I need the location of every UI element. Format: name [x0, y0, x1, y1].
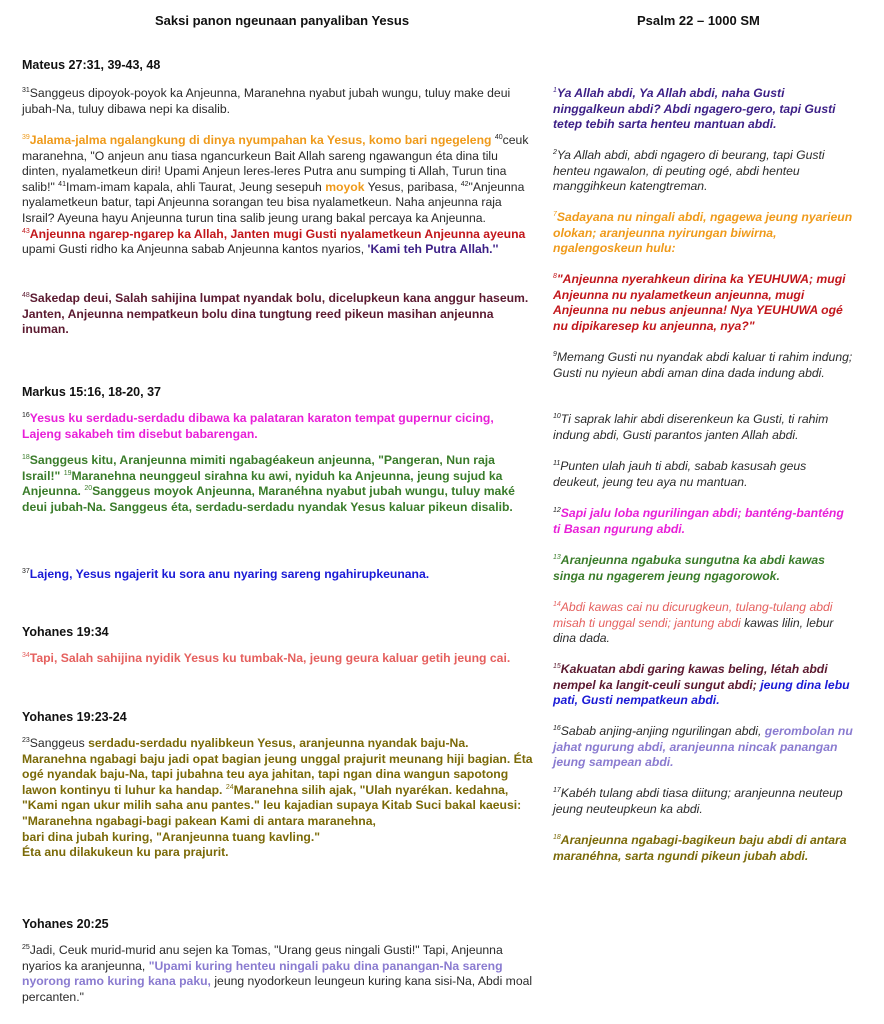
verse-text: upami Gusti ridho ka Anjeunna sabab Anjeunna kantos nyarios, — [22, 242, 365, 257]
psalm-12 — [553, 506, 853, 537]
verse-text: Jadi, Ceuk murid-murid anu sejen ka Tomas, "Urang geus ningali Gusti!" Tapi, Anjeunna nyarios ka aranjeunna, — [22, 943, 503, 973]
verse-text: jeung nyodorkeun leungeun kuring kana sisi-Na, Abdi moal percanten." — [22, 974, 533, 1004]
yohanes-20-25 — [22, 943, 534, 1005]
verse-text: Sanggeus moyok Anjeunna, Maranéhna nyabut jubah wungu, tuluy maké deui jubah-Na. Sanggeus éta, serdadu-serdadu nyandak Yesus kaluar pikeun disalib. — [22, 484, 515, 514]
psalm-16 — [553, 724, 853, 771]
verse-number: 13 — [553, 553, 561, 561]
ref-yohanes-19-23-24: Yohanes 19:23-24 — [22, 710, 127, 724]
verse-number: 14 — [553, 600, 561, 608]
verse-number: 16 — [22, 411, 30, 419]
verse-number: 41 — [58, 180, 66, 188]
psalm-10 — [553, 412, 853, 443]
yohanes-23-24 — [22, 736, 534, 861]
markus-16 — [22, 411, 534, 442]
verse-text: Sadayana nu ningali abdi, ngagewa jeung nyarieun olokan; aranjeunna nyirungan biwirna, ngalengoskeun hulu: — [553, 210, 853, 256]
verse-text: Anjeunna ngarep-ngarep ka Allah, Janten mugi Gusti nyalametkeun Anjeunna ayeuna — [29, 226, 526, 241]
verse-number: 39 — [22, 133, 30, 141]
verse-text: kawas lilin, lebur dina dada. — [553, 615, 834, 646]
verse-text: Sanggeus — [29, 736, 85, 750]
verse-text: Punten ulah jauh ti abdi, sabab kasusah geus deukeut, jeung teu aya nu mantuan. — [553, 459, 807, 489]
ref-markus: Markus 15:16, 18-20, 37 — [22, 385, 161, 399]
verse-number: 34 — [22, 651, 30, 659]
verse-text: Maranehna neunggeul sirahna ku awi, nyiduh ka Anjeunna, jeung sujud ka Anjeunna. — [22, 468, 503, 499]
verse-number: 43 — [22, 227, 30, 235]
psalm-2 — [553, 148, 853, 195]
psalm-11 — [553, 459, 853, 490]
verse-text: Jalama-jalma ngalangkung di dinya nyumpahan ka Yesus, komo bari ngegeleng — [29, 133, 492, 147]
quote-line: "Maranehna ngabagi-bagi pakean Kami di antara maranehna, — [22, 813, 376, 828]
verse-number: 9 — [553, 350, 557, 358]
verse-text: jeung dina lebu pati, Gusti nempatkeun abdi. — [553, 677, 850, 708]
verse-text: 'Kami teh Putra Allah.'' — [367, 242, 499, 257]
verse-number: 1 — [553, 86, 557, 94]
psalm-1 — [553, 86, 853, 133]
ref-mateus: Mateus 27:31, 39-43, 48 — [22, 58, 161, 72]
verse-text: Lajeng, Yesus ngajerit ku sora anu nyaring sareng ngahirupkeunana. — [29, 567, 430, 581]
verse-text: "Anjeunna nyalametkeun batur, tapi Anjeunna sorangan teu bisa nyalametkeun. Naha anjeunna raja Israil? Ayeuna hayu Anjeunna turun tina salib jeung urang bakal percaya ka Anjeunna. — [22, 179, 525, 225]
psalm-15 — [553, 662, 853, 709]
verse-number: 16 — [553, 724, 561, 732]
verse-number: 24 — [225, 783, 234, 791]
yohanes-34 — [22, 651, 534, 667]
verse-number: 31 — [22, 86, 30, 94]
quote-line: Éta anu dilakukeun ku para prajurit. — [22, 845, 229, 860]
verse-number: 20 — [84, 485, 93, 493]
verse-number: 25 — [22, 943, 30, 951]
verse-number: 11 — [553, 459, 561, 467]
verse-text: moyok — [325, 179, 365, 194]
markus-37 — [22, 567, 534, 583]
verse-text: Sanggeus dipoyok-poyok ka Anjeunna, Maranehna nyabut jubah wungu, tuluy make deui jubah-Na, tuluy dibawa nepi ka disalib. — [22, 86, 511, 116]
verse-number: 48 — [22, 291, 30, 299]
verse-text: "Anjeunna nyerahkeun dirina ka YEUHUWA; mugi Anjeunna nu nyalametkeun anjeunna, mugi Anjeunna nu nebus anjeunna! Nya YEUHUWA ogé nu dipikaresep ku anjeunna, nya?" — [553, 272, 846, 333]
verse-text: Imam-imam kapala, ahli Taurat, Jeung sesepuh — [65, 179, 322, 194]
verse-text: Kakuatan abdi garing kawas beling, létah abdi nempel ka langit-ceuli sungut abdi; — [553, 662, 828, 692]
verse-number: 15 — [553, 662, 561, 670]
mateus-31 — [22, 86, 534, 117]
psalm-17 — [553, 786, 853, 817]
verse-text: Sabab anjing-anjing ngurilingan abdi, — [560, 724, 762, 738]
verse-text: "Upami kuring henteu ningali paku dina panangan-Na sareng nyorong ramo kuring kana paku, — [22, 958, 503, 989]
verse-text: Yesus ku serdadu-serdadu dibawa ka palataran karaton tempat gupernur cicing, Lajeng sakabeh tim disebut babarengan. — [22, 411, 494, 441]
markus-18-20 — [22, 453, 534, 515]
ref-yohanes-19-34: Yohanes 19:34 — [22, 625, 109, 639]
verse-number: 23 — [22, 736, 30, 744]
verse-text: Yesus, paribasa, — [367, 179, 458, 194]
mateus-39-43 — [22, 133, 534, 258]
verse-number: 12 — [553, 506, 561, 514]
verse-text: Aranjeunna ngabuka sungutna ka abdi kawas singa nu ngagerem jeung ngagorowok. — [553, 553, 825, 583]
psalm-14 — [553, 600, 853, 647]
right-column-title: Psalm 22 – 1000 SM — [637, 13, 760, 28]
verse-text: Aranjeunna ngabagi-bagikeun baju abdi di antara maranéhna, sarta ngundi pikeun jubah abdi. — [553, 833, 847, 863]
left-column-title: Saksi panon ngeunaan panyaliban Yesus — [155, 13, 410, 28]
verse-number: 2 — [553, 148, 557, 156]
verse-text: Tapi, Salah sahijina nyidik Yesus ku tumbak-Na, jeung geura kaluar getih jeung cai. — [29, 651, 511, 665]
verse-number: 18 — [553, 833, 561, 841]
verse-text: Abdi kawas cai nu dicurugkeun, tulang-tulang abdi misah ti unggal sendi; jantung abdi — [553, 600, 833, 630]
verse-text: serdadu-serdadu nyalibkeun Yesus, aranjeunna nyandak baju-Na. Maranehna ngabagi baju jadi opat bagian jeung unggal prajurit meunang hiji bagian. Éta ogé nyandak baju-Na, tapi jubahna teu aya jahitan, tapi ngan dina wangun sapotong lawon kontinyu ti luhur ka handap. — [22, 736, 533, 797]
verse-number: 8 — [553, 272, 557, 280]
verse-text: ceuk maranehna, "O anjeun anu tiasa ngancurkeun Bait Allah sareng ngawangun éta dina tilu dinten, nyalametkeun diri! Upami Anjeun leres-leres Putra anu sumping ti Allah, Turun tina salib!" — [22, 133, 529, 194]
verse-text: Ya Allah abdi, Ya Allah abdi, naha Gusti ninggalkeun abdi? Abdi ngagero-gero, tapi Gusti tetep tebih sarta henteu mantuan abdi. — [553, 86, 836, 132]
verse-number: 17 — [553, 786, 561, 794]
verse-number: 42 — [460, 180, 469, 188]
verse-text: Ya Allah abdi, abdi ngagero di beurang, tapi Gusti henteu ngawalon, di peuting ogé, abdi henteu manggihkeun katengtreman. — [553, 148, 825, 194]
psalm-13 — [553, 553, 853, 584]
verse-text: Kabéh tulang abdi tiasa diitung; aranjeunna neuteup jeung neuteupkeun ka abdi. — [553, 786, 843, 816]
ref-yohanes-20-25: Yohanes 20:25 — [22, 917, 109, 931]
verse-text: Ti saprak lahir abdi diserenkeun ka Gusti, ti rahim indung abdi, Gusti parantos janten Allah abdi. — [553, 412, 829, 442]
verse-number: 37 — [22, 567, 30, 575]
verse-number: 7 — [553, 210, 557, 218]
psalm-7 — [553, 210, 853, 257]
mateus-48 — [22, 291, 534, 338]
psalm-9 — [553, 350, 853, 381]
psalm-18 — [553, 833, 853, 864]
verse-text: gerombolan nu jahat ngurung abdi, aranjeunna nincak panangan jeung sampean abdi. — [553, 724, 853, 770]
verse-number: 18 — [22, 453, 30, 461]
quote-line: bari dina jubah kuring, "Aranjeunna tuang kavling." — [22, 829, 320, 844]
verse-text: Memang Gusti nu nyandak abdi kaluar ti rahim indung; Gusti nu nyieun abdi aman dina dada indung abdi. — [553, 350, 853, 380]
verse-number: 10 — [553, 412, 561, 420]
verse-text: Sakedap deui, Salah sahijina lumpat nyandak bolu, dicelupkeun kana anggur haseum. Janten, Anjeunna nempatkeun bolu dina tungtung reed pikeun masihan anjeunna inuman. — [22, 291, 529, 337]
psalm-8 — [553, 272, 853, 334]
verse-number: 19 — [63, 469, 72, 477]
verse-text: Sanggeus kitu, Aranjeunna mimiti ngabagéakeun anjeunna, "Pangeran, Nun raja Israil!" — [22, 453, 495, 483]
verse-text: Maranehna silih ajak, "Ulah nyarékan. kedahna, "Kami ngan ukur milih saha anu pantes." leu kajadian supaya Kitab Suci bakal kaeusi: — [22, 782, 522, 813]
verse-number: 40 — [494, 133, 503, 141]
verse-text: Sapi jalu loba ngurilingan abdi; banténg-banténg ti Basan ngurung abdi. — [553, 506, 844, 536]
